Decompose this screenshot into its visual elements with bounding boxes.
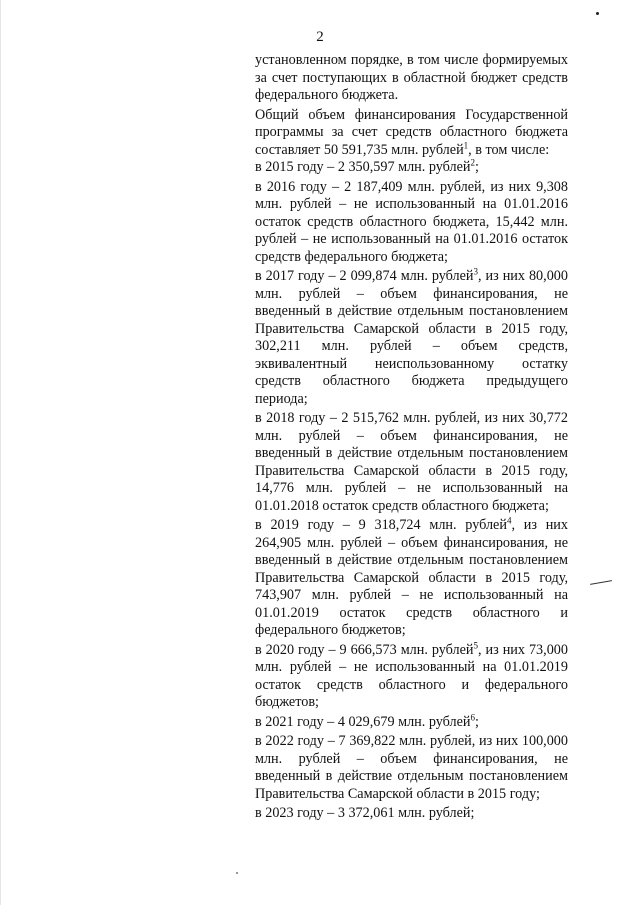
paragraph-text: в 2019 году – 9 318,724 млн. рублей — [255, 517, 507, 533]
paragraph-text: , из них 80,000 млн. рублей – объем финансирования, не введенный в действие отдельным постановлением Правительства Самарской области в 2015 году, 302,211 млн. рублей – объем средств, эквивалентный неиспользованному остатку средств областного бюджета предыдущего периода; — [255, 268, 568, 407]
paragraph-total — [255, 107, 568, 160]
paragraph-text: в 2023 году – 3 372,061 млн. рублей; — [255, 805, 475, 821]
paragraph-text: в 2020 году – 9 666,573 млн. рублей — [255, 641, 474, 658]
paragraph-text: , из них 73,000 млн. рублей – не использованный на 01.01.2019 остаток средств областного и федерального бюджетов; — [255, 641, 568, 710]
paragraph-year-2019 — [255, 517, 568, 640]
paragraph-text: в 2018 году – 2 515,762 млн. рублей, из них 30,772 млн. рублей – объем финансирования, не введенный в действие отдельным постановлением Правительства Самарской области в 2015 году, 14,776 млн. рублей – не использованный на 01.01.2018 остаток средств областного бюджета; — [255, 410, 568, 514]
scan-speck — [236, 872, 238, 874]
paragraph-text: , из них 264,905 млн. рублей – объем финансирования, не введенный в действие отдельным постановлением Правительства Самарской области в 2015 году, 743,907 млн. рублей – не использованный на 01.01.2019 остаток средств областного и федерального бюджетов; — [255, 517, 568, 638]
paragraph-year-2022 — [255, 733, 568, 803]
document-body — [255, 52, 568, 823]
scan-pen-mark — [590, 580, 612, 585]
paragraph-text: Общий объем финансирования Государственной программы за счет средств областного бюджета составляет 50 591,735 млн. рублей — [255, 106, 568, 158]
paragraph-year-2021 — [255, 711, 568, 732]
paragraph-text: в 2017 году – 2 099,874 млн. рублей — [255, 268, 474, 284]
paragraph-text: в 2022 году – 7 369,822 млн. рублей, из них 100,000 млн. рублей – объем финансирования, не введенный в действие отдельным постановлением Правительства Самарской области в 2015 году; — [255, 733, 568, 802]
footnote-mark: 6 — [470, 711, 476, 722]
paragraph-text: установленном порядке, в том числе формируемых за счет поступающих в областной бюджет средств федерального бюджета. — [255, 52, 568, 103]
footnote-mark: 1 — [463, 139, 469, 150]
paragraph-intro — [255, 52, 568, 105]
page-number: 2 — [316, 29, 324, 45]
paragraph-year-2016 — [255, 179, 568, 267]
footnote-mark: 4 — [506, 515, 512, 526]
paragraph-year-2018 — [255, 410, 568, 515]
paragraph-year-2015 — [255, 159, 568, 177]
paragraph-year-2017 — [255, 268, 568, 408]
footnote-mark: 2 — [470, 157, 476, 168]
scan-speck — [596, 12, 599, 15]
paragraph-text: , в том числе: — [468, 141, 550, 158]
paragraph-text: в 2015 году – 2 350,597 млн. рублей — [255, 159, 471, 175]
paragraph-year-2023 — [255, 805, 568, 823]
footnote-mark: 5 — [473, 639, 479, 650]
paragraph-text: в 2016 году – 2 187,409 млн. рублей, из них 9,308 млн. рублей – не использованный на 01.01.2016 остаток средств областного бюджета, 15,442 млн. рублей – не использованный на 01.01.2016 остаток средств федерального бюджета; — [255, 178, 568, 265]
scan-edge — [0, 0, 1, 905]
paragraph-text: в 2021 году – 4 029,679 млн. рублей — [255, 713, 471, 730]
paragraph-text: ; — [475, 159, 479, 175]
paragraph-text: ; — [475, 713, 479, 730]
paragraph-year-2020 — [255, 639, 568, 712]
footnote-mark: 3 — [473, 266, 479, 277]
